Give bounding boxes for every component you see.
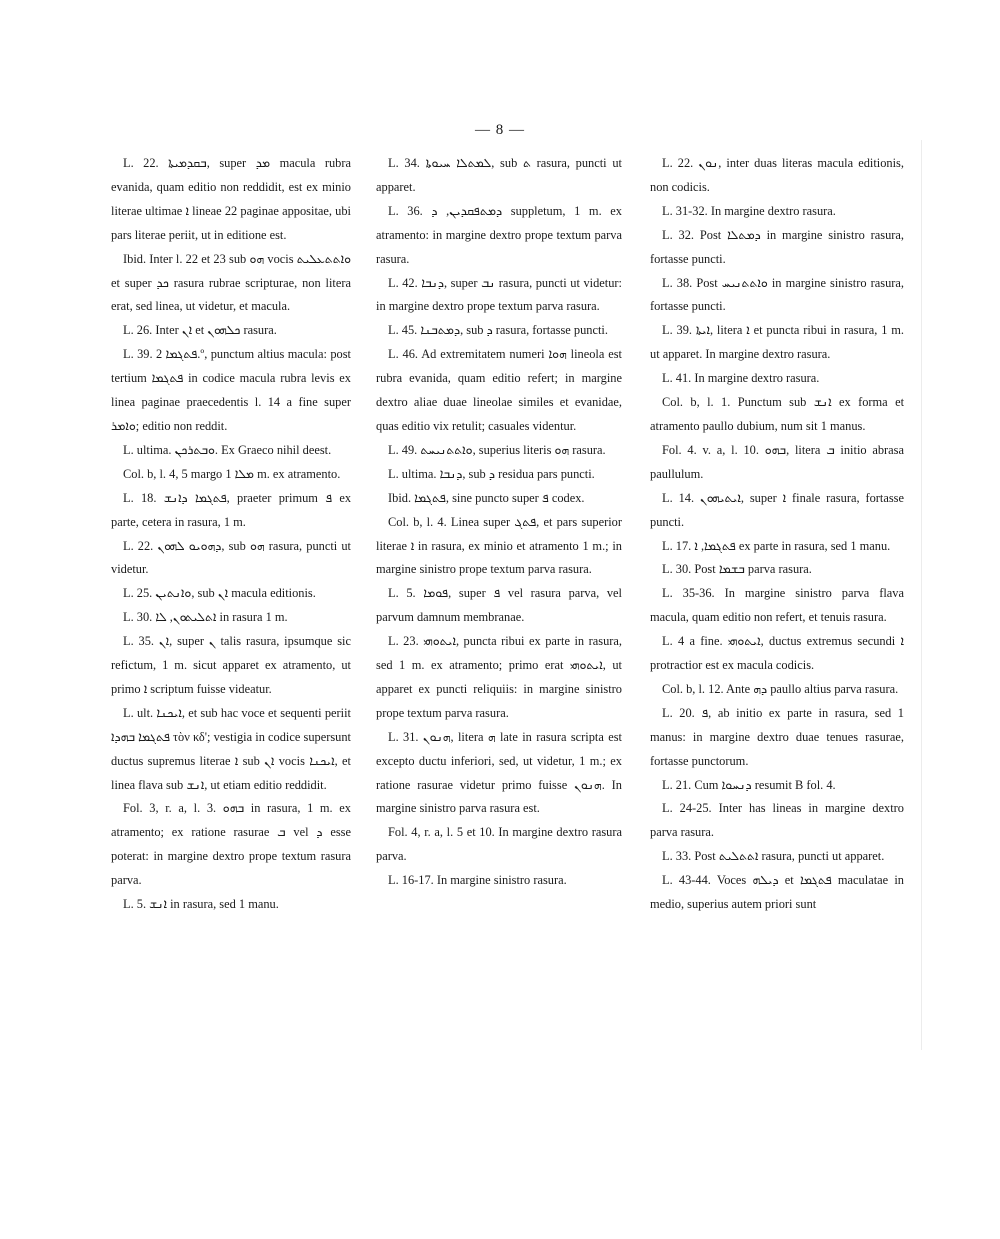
note-paragraph: L. 36. ܕܡܬܦܩܕܝܢ, ܕ suppletum, 1 m. ex atramento: in margine dextro prope textum parva rasura. <box>376 203 622 266</box>
note-paragraph: L. 22. ܒܩܕܡܝܬܐ, super ܡܕ macula rubra evanida, quam editio non reddidit, est ex minio literae ultimae ܐ lineae 22 paginae appositae, ubi pars literae periit, ut in editione est. <box>111 156 351 242</box>
note-paragraph: L. 31. ܗܢܘܢ, litera ܗ late in rasura scripta est excepto ductu inferiori, sed, ut videtur, 1 m.; ex ratione rasurae videtur primo fuisse ܗܢܘܢ. In margine sinistro parva rasura est. <box>376 729 622 816</box>
note-paragraph: Col. b, l. 12. Ante ܕܗ paullo altius parva rasura. <box>662 681 899 696</box>
note-paragraph: L. 25. ܘܐܢܬܝܢ, sub ܐܢ macula editionis. <box>123 586 316 601</box>
note-paragraph: L. 35-36. In margine sinistro parva flava macula, quam editio non refert, et tenuis rasura. <box>650 586 904 625</box>
note-paragraph: L. 43-44. Voces ܕܝܠܗ et ܦܬܓܡܐ maculatae in medio, superius autem priori sunt <box>650 873 904 912</box>
note-paragraph: L. 35. ܐܢ, super ܢ talis rasura, ipsumque sic refictum, 1 m. sicut apparet ex atramento, ut primo ܐ scriptum fuisse videatur. <box>111 634 351 696</box>
note-paragraph: Fol. 4. v. a, l. 10. ܒܗܘ, litera ܒ initio abrasa paullulum. <box>650 442 905 481</box>
note-paragraph: L. ult. ܐܝܟܢܐ, et sub hac voce et sequenti periit ܦܬܓܡܐ ܒܗܕܐ τὸν κδ'; vestigia in codice supersunt ductus supremus literae ܐ sub ܐܢ vocis ܐܝܟܢܐ, et linea flava sub ܐܢܫ, ut etiam editio reddidit. <box>111 705 352 792</box>
note-paragraph: L. 39. ܦܬܓܡܐ 2.º, punctum altius macula: post tertium ܦܬܓܡܐ in codice macula rubra levis ex linea paginae praecedentis l. 14 a fine super ܘܐܡܪ; editio non reddit. <box>111 347 351 433</box>
note-paragraph: L. 20. ܦ, ab initio ex parte in rasura, sed 1 manus: in margine dextro duae tenues rasurae, fortasse punctorum. <box>650 705 904 768</box>
note-paragraph: Ibid. ܦܬܓܡܐ, sine puncto super ܦ codex. <box>388 490 585 505</box>
note-paragraph: L. 31-32. In margine dextro rasura. <box>662 203 836 218</box>
note-paragraph: L. 34. ܠܡܬܠܐ ܚܝܘܬܐ, sub ܬ rasura, puncti ut apparet. <box>376 156 622 194</box>
note-paragraph: L. 45. ܕܡܬܒܢܐ, sub ܕ rasura, fortasse puncti. <box>388 323 608 338</box>
note-paragraph: L. 22. ܕܗܘܝܘ ܠܗܘܢ, sub ܗܘ rasura, puncti ut videtur. <box>111 538 351 577</box>
page-number: — 8 — <box>475 122 525 138</box>
note-paragraph: L. 5. ܐܢܫ in rasura, sed 1 manu. <box>123 897 279 912</box>
note-paragraph: L. 24-25. Inter has lineas in margine dextro parva rasura. <box>650 801 904 840</box>
note-paragraph: L. 49. ܘܐܬܬܢܝܚܬ, superius literis ܗܘ rasura. <box>388 442 606 457</box>
note-paragraph: L. 17. ܦܬܓܡܐ, ܐ ex parte in rasura, sed 1 manu. <box>662 538 891 553</box>
page-edge-line <box>921 140 922 1050</box>
note-paragraph: Col. b, l. 1. Punctum sub ܐܢܫ ex forma et atramento paullo dubium, num sit 1 manus. <box>650 395 905 433</box>
note-paragraph: L. 23. ܐܝܬܘܗܝ, puncta ribui ex parte in rasura, sed 1 m. ex atramento; primo erat ܐܝܬܘܗܝ, ut apparet ex puncti reliquiis: in margine sinistro prope textum parva rasura. <box>376 634 622 720</box>
note-paragraph: L. 18. ܦܬܓܡܐ ܕܐܢܫ, praeter primum ܦ ex parte, cetera in rasura, 1 m. <box>111 490 352 529</box>
right-column <box>650 152 904 917</box>
note-paragraph: L. ultima. ܘܒܬܪܟܢ. Ex Graeco nihil deest. <box>123 442 332 457</box>
note-paragraph: L. 14. ܐܝܬܝܗܘܢ, super ܐ finale rasura, fortasse puncti. <box>650 490 905 529</box>
left-column <box>111 152 351 917</box>
note-paragraph: L. 33. Post ܐܬܬܠܝܬ rasura, puncti ut apparet. <box>662 849 885 864</box>
note-paragraph: L. 4 a fine. ܐܝܬܘܗܝ, ductus extremus secundi ܐ protractior est ex macula codicis. <box>650 634 904 673</box>
note-paragraph: Fol. 3, r. a, l. 3. ܒܗܘ in rasura, 1 m. ex atramento; ex ratione rasurae ܒ vel ܕ esse poterat: in margine dextro prope textum rasura parva. <box>111 801 351 888</box>
note-paragraph: L. 16-17. In margine sinistro rasura. <box>388 873 567 888</box>
note-paragraph: L. 5. ܦܘܡܐ, super ܦ vel rasura parva, vel parvum damnum membranae. <box>376 586 622 625</box>
note-paragraph: Col. b, l. 4. Linea super ܦܬܓ, et pars superior literae ܐ in rasura, ex minio et atramento 1 m.; in margine sinistro prope textum parva rasura. <box>376 514 623 577</box>
note-paragraph: L. 30. Post ܒܫܡܐ parva rasura. <box>662 562 812 577</box>
note-paragraph: L. 32. Post ܕܡܬܠܐ in margine sinistro rasura, fortasse puncti. <box>650 227 904 266</box>
note-paragraph: Fol. 4, r. a, l. 5 et 10. In margine dextro rasura parva. <box>376 825 622 864</box>
note-paragraph: L. 42. ܕܢܒܐ, super ܢܒ rasura, puncti ut videtur: in margine dextro prope textum parva rasura. <box>376 275 622 314</box>
note-paragraph: L. 39. ܐܝܬܐ, litera ܐ et puncta ribui in rasura, 1 m. ut apparet. In margine dextro rasura. <box>650 323 904 362</box>
note-paragraph: L. 46. Ad extremitatem numeri ܗܘܐ lineola est rubra evanida, quam editio refert; in margine dextro aliae duae lineolae similes et evanidae, quas editio vix retulit; casuales videntur. <box>376 347 622 433</box>
note-paragraph: L. 26. Inter ܐܢ et ܟܠܗܘܢ rasura. <box>123 323 277 338</box>
note-paragraph: L. 38. Post ܘܐܬܬܢܝܚ in margine sinistro rasura, fortasse puncti. <box>650 275 904 314</box>
note-paragraph: Ibid. Inter l. 22 et 23 sub ܗܘ vocis ܘܐܬܬܥܠܝܬ et super ܟܕ rasura rubrae scripturae, non litera erat, sed linea, ut videtur, et macula. <box>111 251 352 314</box>
middle-column <box>376 152 622 893</box>
note-paragraph: L. 41. In margine dextro rasura. <box>662 371 820 386</box>
note-paragraph: Col. b, l. 4, 5 margo ܡܠܐ 1 m. ex atramento. <box>123 466 341 481</box>
note-paragraph: L. 30. ܐܬܠܝܬܘܢ, ܠܐ in rasura 1 m. <box>123 610 288 625</box>
note-paragraph: L. 22. ܢܘܢ, inter duas literas macula editionis, non codicis. <box>650 156 904 194</box>
note-paragraph: L. 21. Cum ܕܢܚܘܐ resumit B fol. 4. <box>662 777 836 792</box>
note-paragraph: L. ultima. ܕܢܒܐ, sub ܕ residua pars puncti. <box>388 466 595 481</box>
